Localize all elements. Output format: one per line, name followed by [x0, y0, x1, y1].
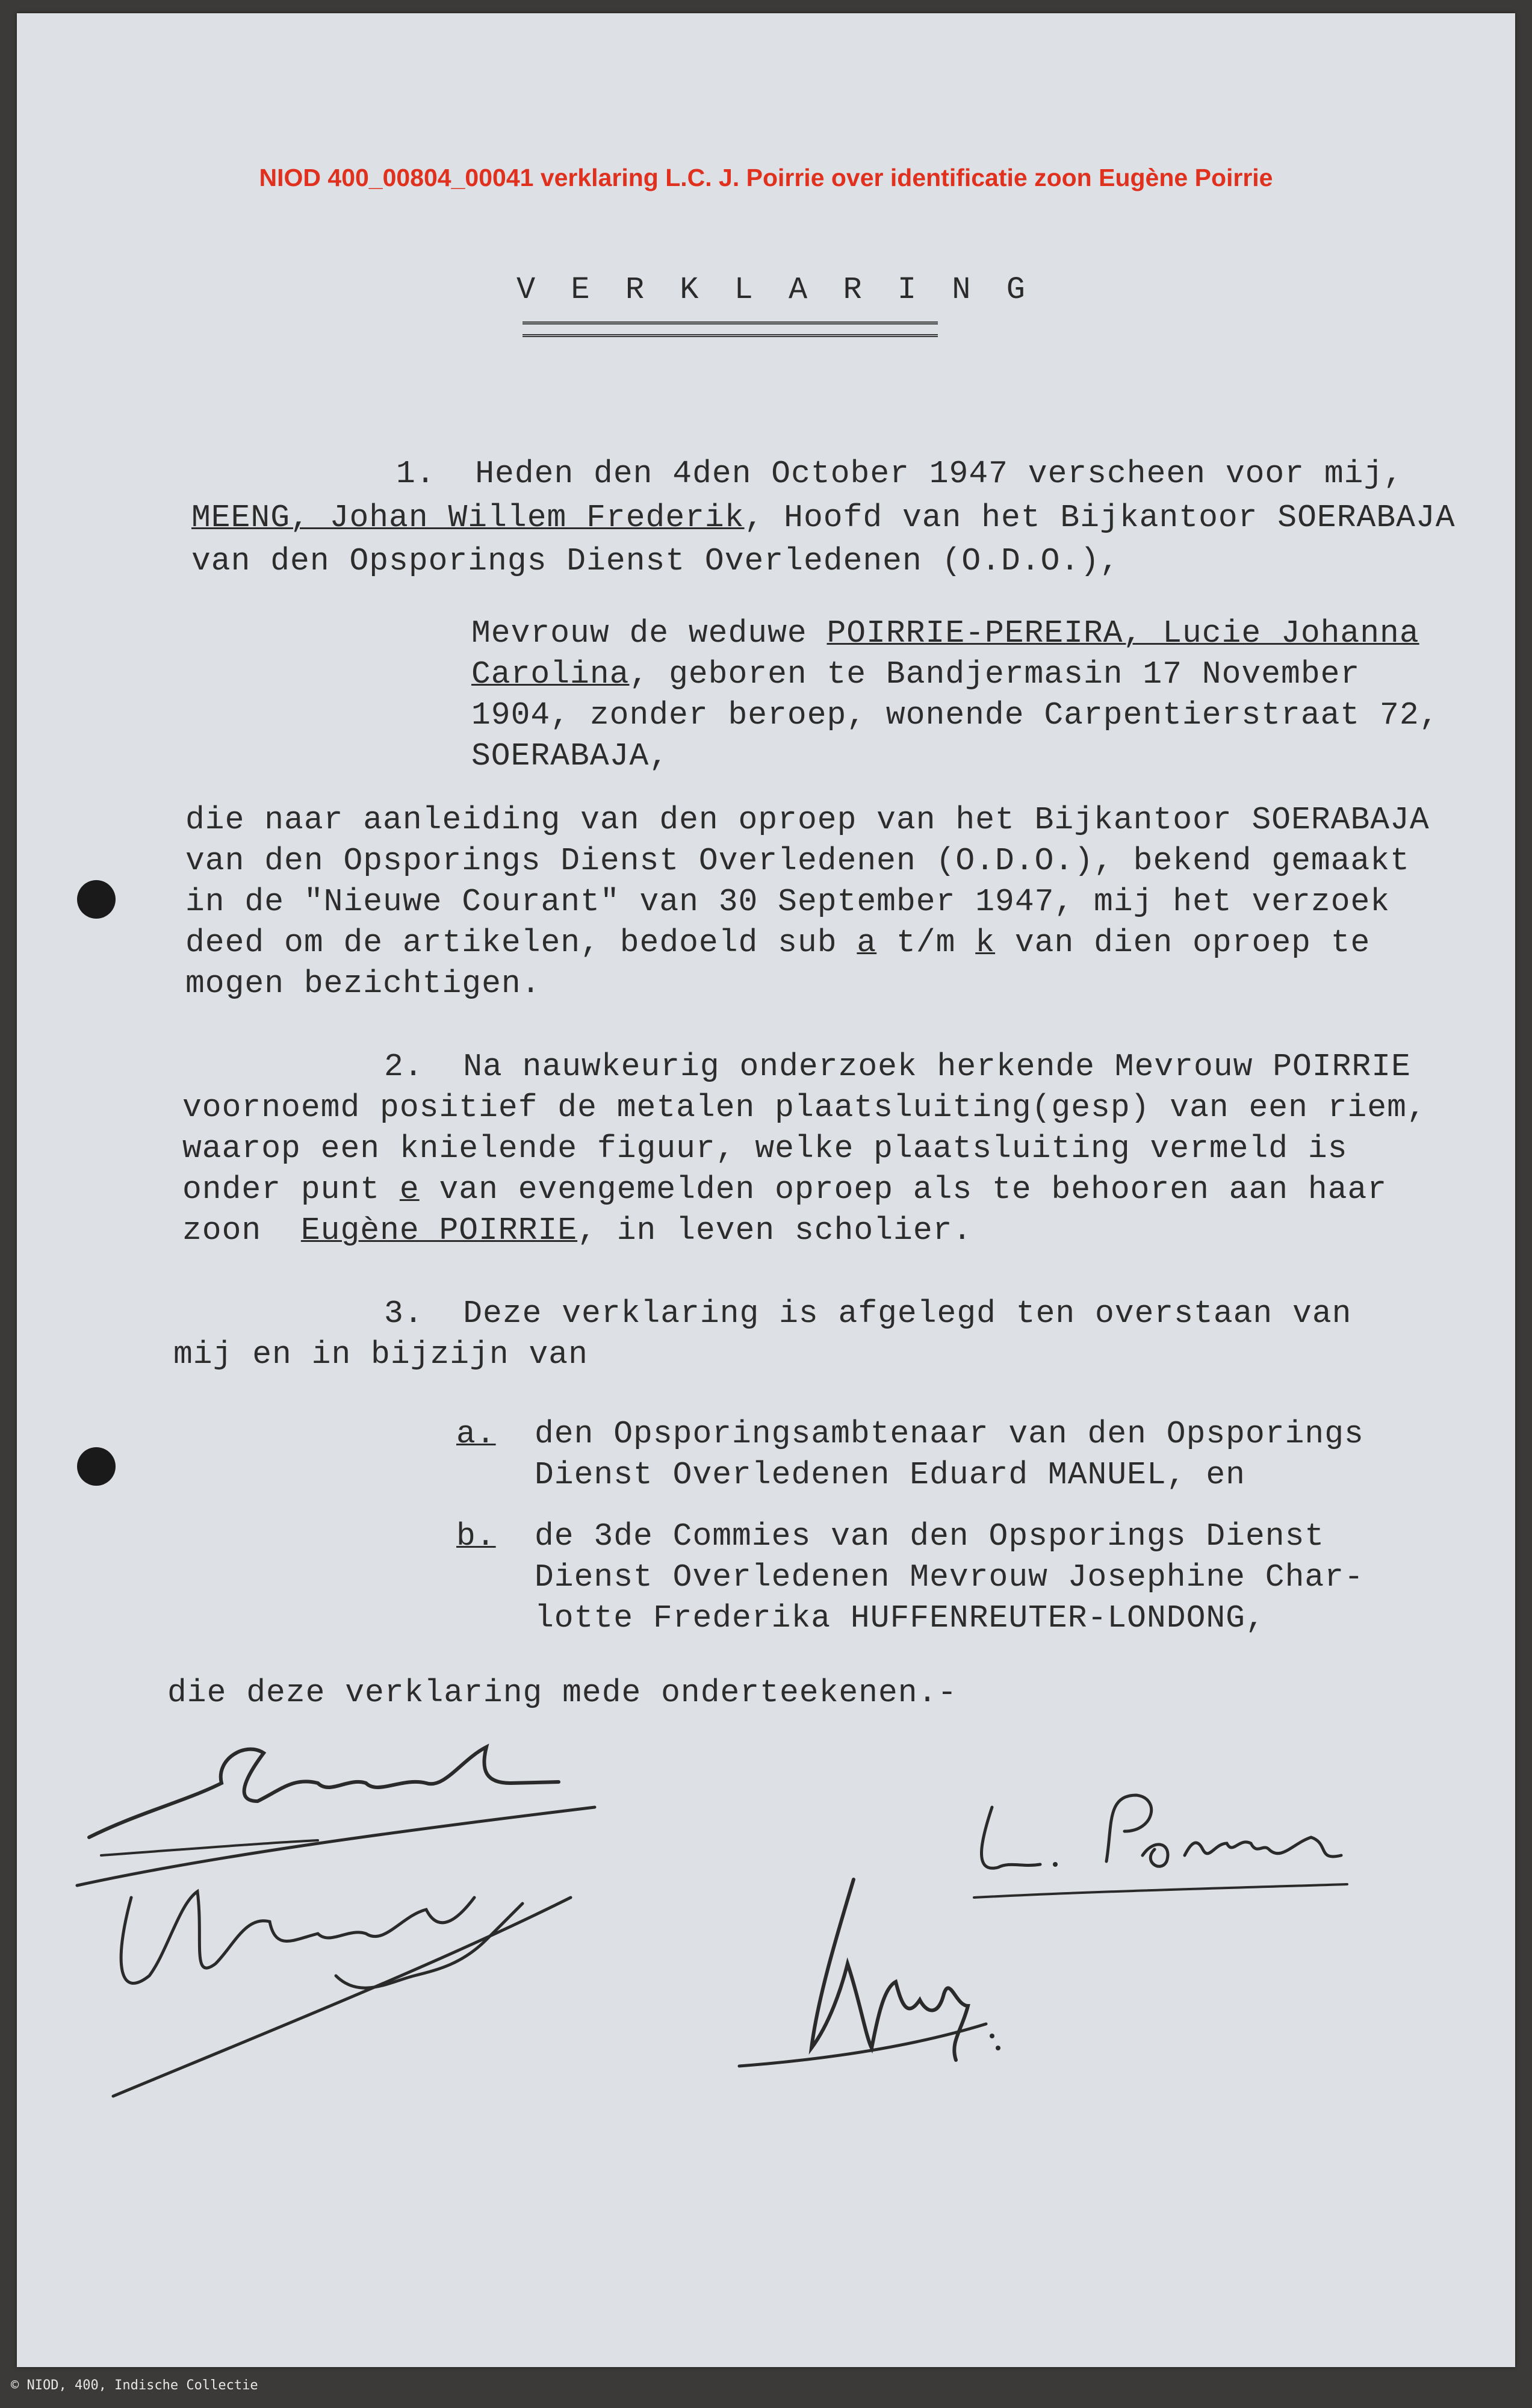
- person-line-4: SOERABAJA,: [471, 738, 669, 774]
- p1b-line-4-pre: deed om de artikelen, bedoeld sub: [185, 925, 857, 961]
- p1-line-2-rest: , Hoofd van het Bijkantoor SOERABAJA: [744, 500, 1456, 536]
- p3-line-1: 3. Deze verklaring is afgelegd ten overstaan van: [384, 1296, 1352, 1332]
- witness-b-line-2: Dienst Overledenen Mevrouw Josephine Char-: [535, 1559, 1364, 1595]
- p1b-line-3: in de "Nieuwe Courant" van 30 September 1947, mij het verzoek: [185, 884, 1391, 920]
- p1-line-3: van den Opsporings Dienst Overledenen (O.D.O.),: [191, 543, 1120, 579]
- person-line-2-rest: , geboren te Bandjermasin 17 November: [629, 656, 1360, 692]
- p2-line-5-post: , in leven scholier.: [577, 1212, 973, 1249]
- sub-k: k: [975, 925, 996, 961]
- p2-line-1: 2. Na nauwkeurig onderzoek herkende Mevrouw POIRRIE: [384, 1049, 1411, 1085]
- p2-line-5-pre: zoon: [182, 1212, 301, 1249]
- closing-line: die deze verklaring mede onderteekenen.-: [167, 1675, 958, 1711]
- copyright-footer: © NIOD, 400, Indische Collectie: [11, 2378, 258, 2393]
- p1b-line-1: die naar aanleiding van den oproep van het Bijkantoor SOERABAJA: [185, 802, 1430, 838]
- person-name-cont: Carolina: [471, 656, 630, 692]
- punch-hole-upper: [77, 880, 116, 919]
- p1b-line-2: van den Opsporings Dienst Overledenen (O.D.O.), bekend gemaakt: [185, 843, 1410, 879]
- p2-line-4-pre: onder punt: [182, 1171, 400, 1208]
- p1b-line-4-mid: t/m: [876, 925, 976, 961]
- document-sheet: [17, 13, 1515, 2367]
- p1b-line-5: mogen bezichtigen.: [185, 966, 541, 1002]
- p2-line-4-post: van evengemelden oproep als te behooren aan haar: [419, 1171, 1388, 1208]
- witness-b-line-3: lotte Frederika HUFFENREUTER-LONDONG,: [535, 1600, 1265, 1636]
- signature-meeng: [727, 1867, 1028, 2084]
- p2-line-2: voornoemd positief de metalen plaatsluiting(gesp) van een riem,: [182, 1090, 1427, 1126]
- official-name: MEENG, Johan Willem Frederik: [191, 500, 745, 536]
- sub-e: e: [399, 1171, 420, 1208]
- witness-a-marker: a.: [456, 1416, 496, 1452]
- person-name: POIRRIE-PEREIRA, Lucie Johanna: [826, 615, 1419, 651]
- person-line-3: 1904, zonder beroep, wonende Carpentierstraat 72,: [471, 697, 1439, 733]
- person-line-1-pre: Mevrouw de weduwe: [471, 615, 827, 651]
- p2-line-3: waarop een knielende figuur, welke plaatsluiting vermeld is: [182, 1131, 1348, 1167]
- punch-hole-lower: [77, 1447, 116, 1486]
- p2-line-4: [182, 1171, 1387, 1208]
- sub-a: a: [857, 925, 877, 961]
- signature-huffenreuter: [77, 1843, 619, 2120]
- witness-a-line-2: Dienst Overledenen Eduard MANUEL, en: [535, 1457, 1245, 1493]
- p3-line-2: mij en in bijzijn van: [173, 1336, 588, 1373]
- person-line-1: [471, 615, 1419, 651]
- witness-a-line-1: den Opsporingsambtenaar van den Opsporings: [535, 1416, 1364, 1452]
- p1-line-1: 1. Heden den 4den October 1947 verscheen voor mij,: [396, 456, 1404, 492]
- p1-line-2: [191, 500, 1456, 536]
- archive-label: NIOD 400_00804_00041 verklaring L.C. J. Poirrie over identificatie zoon Eugène Poirrie: [259, 164, 1273, 191]
- document-title: V E R K L A R I N G: [516, 272, 1034, 308]
- witness-b-marker: b.: [456, 1518, 496, 1554]
- son-name: Eugène POIRRIE: [300, 1212, 578, 1249]
- p1b-line-4: [185, 925, 1370, 961]
- p2-line-5: [182, 1212, 972, 1249]
- person-line-2: [471, 656, 1360, 692]
- p1b-line-4-post: van dien oproep te: [995, 925, 1371, 961]
- title-underline: [523, 321, 938, 337]
- witness-b-line-1: de 3de Commies van den Opsporings Dienst: [535, 1518, 1325, 1554]
